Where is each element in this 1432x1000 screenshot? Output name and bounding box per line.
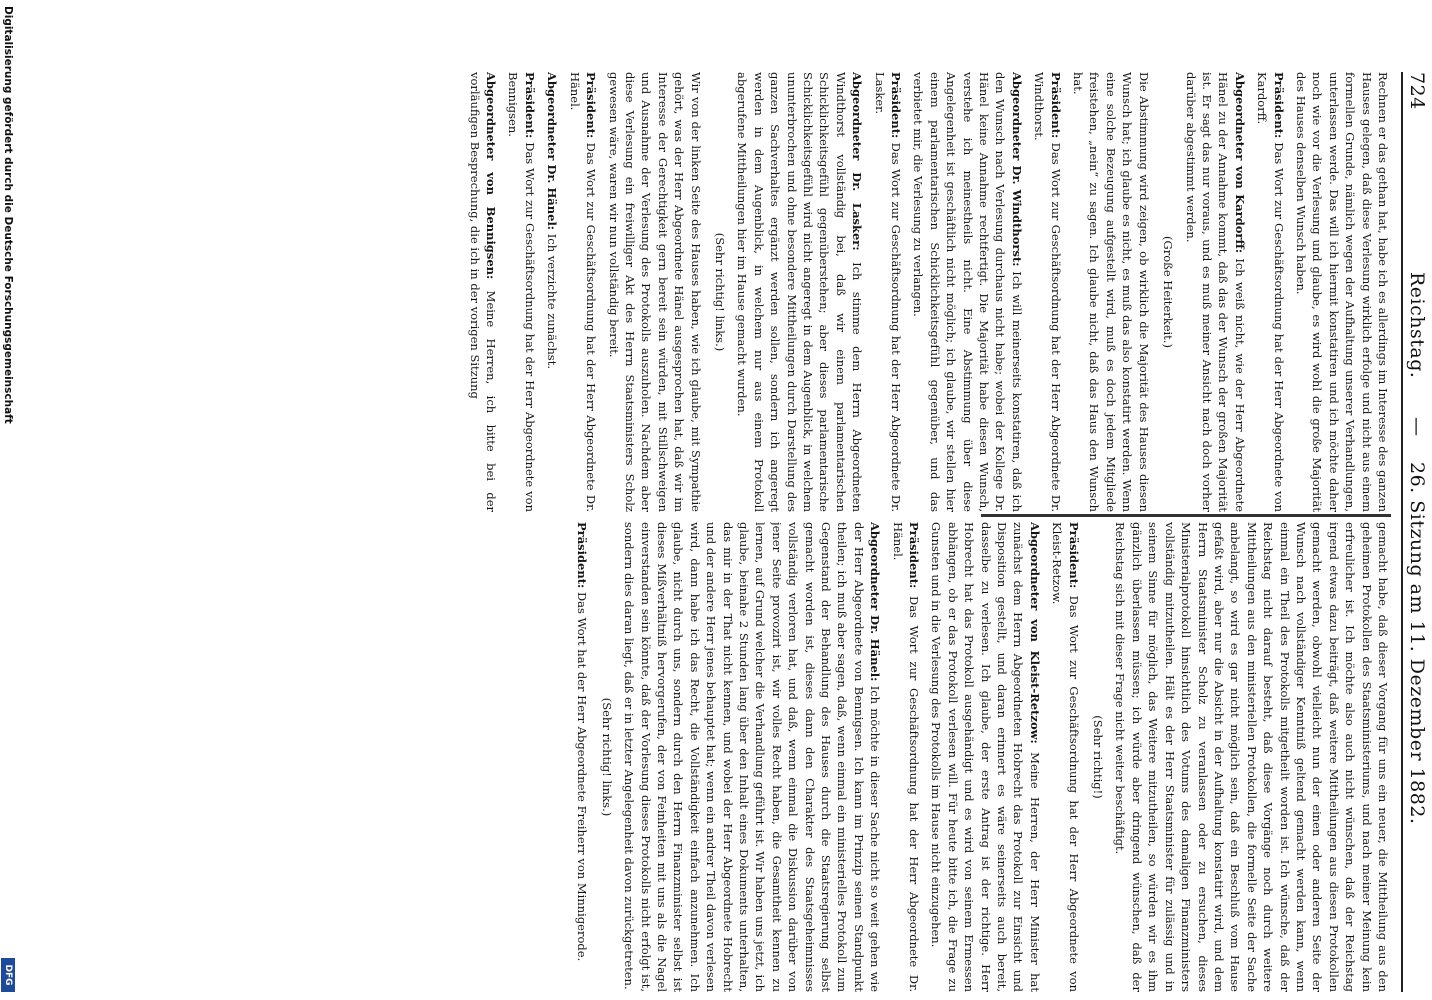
digitization-footer xyxy=(0,0,15,1000)
speaker-name: Abgeordneter Dr. Windthorst: xyxy=(1009,72,1024,267)
page-header xyxy=(1402,72,1428,992)
speech-paragraph xyxy=(889,522,922,992)
speech-paragraph xyxy=(466,72,499,512)
speech-text: Das Wort zur Geschäftsordnung hat der Herr Abgeordnete von Bennigsen. xyxy=(506,72,537,512)
speech-text: Ich will meinerseits konstatiren, daß ich den Wunsch nach Verlesung durchaus nicht habe; wobei der Kollege Dr. Hänel keine Annahme rechtfertigt. Die Majorität habe diesen Wunsch, verstehe ich meinestheils nicht. Eine Abstimmung über diese Angelegenheit ist geschäftlich nicht möglich; ich glaube, wir stellen hier einem parlamentarischen Schicklichkeitsgefühl gegenüber, und das verbietet mir, die Verlesung zu verlangen. xyxy=(911,72,1024,512)
speech-paragraph xyxy=(1182,72,1248,512)
dfg-logo: DFG xyxy=(1,958,15,992)
interjection xyxy=(598,522,614,992)
header-dash: — xyxy=(1406,417,1428,437)
footer-credit: Digitalisierung gefördert durch die Deutsche Forschungsgemeinschaft xyxy=(2,6,14,424)
speech-text: Meine Herren, der Herr Minister hat zunächst dem Herrn Abgeordneten Hobrecht das Protokoll zur Einsicht und Disposition gestellt, und daran erinnert es wäre seinerseits auch bereit, dasselbe zu verlesen. Ich glaube, der erste Antrag ist der richtige. Herr Hobrecht hat das Protokoll ausgehändigt und es wird von seinem Ermessen abhängen, ob er das Protokoll verlesen will. Für heute bitte ich, die Frage zu Gunsten und in die Verlesung des Protokolls im Hause nicht einzugehen. xyxy=(929,522,1042,992)
header-session: 26. Sitzung am 11. Dezember 1882. xyxy=(1406,462,1428,825)
header-rule xyxy=(1401,72,1403,992)
body-paragraph: Wir von der linken Seite des Hauses haben, wie ich glaube, mit Sympathie gehört, was der Herr Abgeordnete Hänel ausgesprochen hat, daß wir im Interesse der Gerechtigkeit gern bereit sein würden, mit Stillschweigen und Ausnahme der Verlesung des Protokolls auszuholen. Nachdem aber diese Verlesung ein freiwilliger Akt des Herrn Staatsministers Scholz gewesen wäre, waren wir nun vollständig bereit. xyxy=(606,72,703,512)
speech-text: Das Wort zur Geschäftsordnung hat der Herr Abgeordnete von Kleist-Retzow. xyxy=(1050,522,1081,992)
body-paragraph: Die Abstimmung wird zeigen, ob wirklich die Majorität des Hauses diesen Wunsch hat; ich glaube es nicht, es muß das also konstatirt werden. Wenn eine solche Bezeugung aufgestellt wird, muß es doch jedem Mitgliede freistehen, „nein“ zu sagen. Ich glaube nicht, daß das Haus den Wunsch hat. xyxy=(1071,72,1151,512)
speaker-name: Präsident: xyxy=(907,522,922,589)
speech-text: Das Wort zur Geschäftsordnung hat der Herr Abgeordnete Dr. Windthorst. xyxy=(1032,72,1063,512)
speaker-name: Präsident: xyxy=(1066,522,1081,589)
speech-paragraph xyxy=(1254,72,1287,512)
speaker-name: Präsident: xyxy=(889,72,904,139)
speech-text: Ich verzichte zunächst. xyxy=(545,233,560,369)
interjection-text: (Sehr richtig! links.) xyxy=(599,697,614,817)
right-column xyxy=(81,522,1391,992)
speech-text: Ich weiß nicht, wie der Herr Abgeordnete Hänel zu der Annahme kommt, daß das der Wunsch der großen Majorität ist. Er sagt das nur voraus, und es muß meiner Ansicht nach doch vorher darüber abgestimmt werden. xyxy=(1183,72,1247,512)
speech-paragraph xyxy=(1049,522,1082,992)
speech-paragraph xyxy=(910,72,1025,512)
body-paragraph: gemacht habe, daß dieser Vorgang für uns ein neuer, die Mittheilung aus den geheimen Protokollen des Staatsministeriums, und nach meiner Meinung kein erfreulicher ist. Ich möchte also auch nicht wünschen, daß der Reichstag irgend etwas dazu beiträgt, daß weitere Mittheilungen aus diesen Protokollen gemacht werden, obwohl vielleicht nun der einen oder anderen Seite der Wunsch nach vollständiger Kenntniß geltend gemacht werden kann, wenn einmal ein Theil des Protokolls mitgetheilt worden ist. Ich wünsche, daß der Reichstag nicht darauf besteht, daß diese Vorgänge noch durch weitere Mittheilungen aus den ministeriellen Protokollen, die formelle Seite der Sache anbelangt, so wird es gar nicht möglich sein, daß ein Beschluß vom Hause gefaßt wird, aber nur die Absicht in der Aufhaltung konstatirt wird, und dem Herrn Staatsminister Scholz zu veranlassen oder zu ersuchen, dieses Ministerialprotokoll hinsichtlich des Votums des damaligen Finanzministers vollständig mitzutheilen. Hält es der Herr Staatsminister für zulässig und in seinem Sinne für möglich, das Weitere mitzutheilen, so würden wir es ihm gänzlich überlassen müssen; ich würde aber dringend wünschen, daß der Reichstag sich mit dieser Frage nicht weiter beschäftigt. xyxy=(1113,522,1390,992)
speech-text: Das Wort zur Geschäftsordnung hat der Herr Abgeordnete Dr. Hänel. xyxy=(567,72,599,512)
speaker-name: Abgeordneter Dr. Hänel: xyxy=(545,72,560,231)
speaker-name: Präsident: xyxy=(575,522,590,589)
header-title: Reichstag. xyxy=(1406,272,1428,379)
interjection-text: (Große Heiterkeit.) xyxy=(1161,236,1176,348)
speech-paragraph xyxy=(734,72,865,512)
interjection-text: (Sehr richtig! links.) xyxy=(712,232,727,352)
body-paragraph: Rechnen er das gethan hat, habe ich es allerdings im Interesse des ganzen Hauses gelegen, daß diese Verlesung wirklich erfolge und nicht aus einem formellen Grunde, nämlich wegen der Aufhaltung unserer Verhandlungen, unterlassen werde. Das will ich hiermit konstatiren und ich möchte daher noch wie vor die Verlesung und glaube, es wird wohl die große Majorität des Hauses denselben Wunsch haben. xyxy=(1293,72,1390,512)
speech-paragraph xyxy=(928,522,1043,992)
interjection-text: (Sehr richtig!) xyxy=(1091,715,1106,799)
column-divider xyxy=(981,514,1391,517)
speaker-name: Präsident: xyxy=(1271,72,1286,139)
speech-paragraph xyxy=(505,72,538,512)
speech-text: Ich stimme dem Herrn Abgeordneten Windthorst vollständig bei, daß wir einem parlamentarischen Schicklichkeitsgefühl gegenüberstehen; aber dieses parlamentarische Schicklichkeitsgefühl wird nicht angeregt in dem Augenblick, in welchem ununterbrochen und ohne besondere Mittheilungen durch Darstellung des ganzen Sachverhaltes ergänzt werden sollen, sondern ich angeregt werden in dem Augenblick, in welchem nur aus einem Protokoll abgerufene Mittheilungen hier im Hause gemacht wurden. xyxy=(735,72,865,512)
speaker-name: Abgeordneter von Bennigsen: xyxy=(484,72,499,280)
speech-paragraph xyxy=(1031,72,1064,512)
left-column xyxy=(81,72,1391,512)
interjection xyxy=(712,72,728,512)
speech-paragraph xyxy=(566,72,599,512)
speech-text: Meine Herren, ich bitte bei der vorläufigen Besprechung, die ich in der vorigen Sitzung xyxy=(467,72,499,512)
speaker-name: Abgeordneter von Kardorff: xyxy=(1232,72,1247,254)
speech-text: Ich möchte in dieser Sache nicht so weit gehen wie der Herr Abgeordnete von Bennigsen. Ich kann im Prinzip seinen Standpunkt theilen; ich muß aber sagen, daß, wenn einmal ein ministerielles Protokoll zum Gegenstand der Behandlung des Hauses durch die Staatsregierung selbst gemacht worden ist, dieses dann den Charakter des Staatsgeheimnisses vollständig verloren hat, und daß, wenn einmal die Diskussion darüber von jener Seite provozirt ist, wir volles Recht haben, die Gesamtheit kennen zu lernen, auf Grund welcher die Verhandlung geführt ist. Wir haben uns jetzt, ich glaube, beinahe 2 Stunden lang über den Inhalt eines Dokuments unterhalten, das mir in der That nicht kennen, und wobei der Herr Abgeordnete Hobrecht und der andere Herr jenes behauptet hat; wenn ein andrer Theil davon verlesen wird, dann habe ich das Recht, die Vollständigkeit einfach anzunehmen. Ich glaube, nicht durch uns, sondern durch den Herrn Finanzminister selbst ist dieses Mißverhältniß hervorgerufen, der von Feinheiten mit uns als die Nagel einverstanden sein könnte, daß der Vorlesung dieses Protokolls nicht erfolgt ist, sondern dies daran liegt, daß er in letzter Angelegenheit davon zurückgetreten. xyxy=(622,522,883,992)
speaker-name: Abgeordneter von Kleist-Retzow: xyxy=(1027,522,1042,744)
speech-paragraph xyxy=(574,522,590,992)
speech-text: Das Wort hat der Herr Abgeordnete Freiherr von Minnigerode. xyxy=(575,591,590,962)
speech-text: Das Wort zur Geschäftsordnung hat der Herr Abgeordnete von Kardorff. xyxy=(1255,72,1286,512)
speaker-name: Präsident: xyxy=(1048,72,1063,139)
speaker-name: Präsident: xyxy=(584,72,599,139)
speech-paragraph xyxy=(871,72,904,512)
speaker-name: Abgeordneter Dr. Lasker: xyxy=(850,72,865,251)
speaker-name: Abgeordneter Dr. Hänel: xyxy=(868,522,883,682)
speech-text: Das Wort zur Geschäftsordnung hat der Herr Abgeordnete Dr. Lasker. xyxy=(872,72,904,512)
speech-paragraph xyxy=(621,522,884,992)
speech-paragraph xyxy=(544,72,560,512)
speech-text: Das Wort zur Geschäftsordnung hat der Herr Abgeordnete Dr. Hänel. xyxy=(890,522,922,992)
speaker-name: Präsident: xyxy=(522,72,537,139)
page-number: 724 xyxy=(1406,72,1428,110)
interjection xyxy=(1160,72,1176,512)
interjection xyxy=(1090,522,1106,992)
